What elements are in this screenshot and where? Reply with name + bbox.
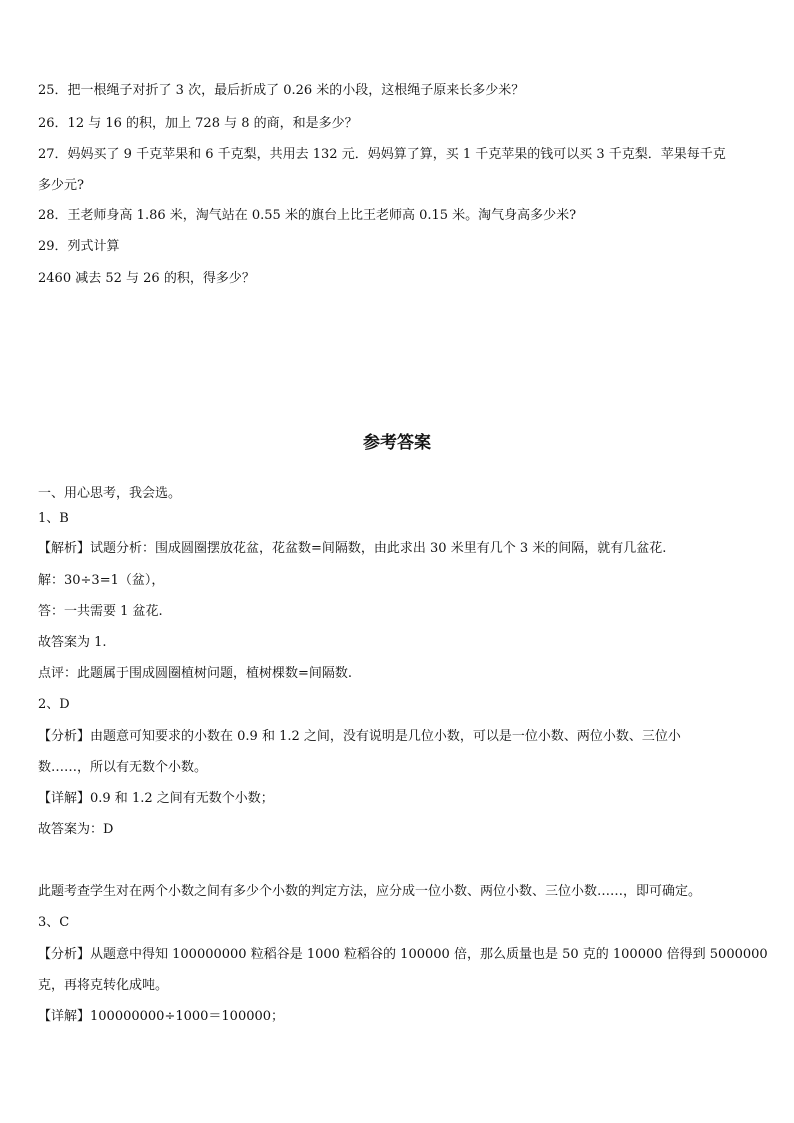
- answers-section-1: 一、用心思考，我会选。: [38, 486, 182, 501]
- answer-1-solution: 解：30÷3=1（盆），: [38, 573, 165, 588]
- answer-1-answer: 答：一共需要 1 盆花.: [38, 604, 163, 619]
- question-27-line-1: 27．妈妈买了 9 千克苹果和 6 千克梨，共用去 132 元．妈妈算了算，买 1 千克苹果的钱可以买 3 千克梨．苹果每千克: [38, 147, 726, 162]
- answer-2-analysis-line-2: 数……，所以有无数个小数。: [38, 760, 208, 775]
- question-29-body: 2460 减去 52 与 26 的积，得多少？: [38, 271, 255, 286]
- answer-2-note: 此题考查学生对在两个小数之间有多少个小数的判定方法，应分成一位小数、两位小数、三位小数……，即可确定。: [38, 884, 702, 899]
- answer-1-comment: 点评：此题属于围成圆圈植树问题，植树棵数=间隔数.: [38, 666, 353, 681]
- answer-1-final: 故答案为 1.: [38, 635, 107, 650]
- answers-heading: 参考答案: [363, 433, 431, 453]
- answer-3-label: 3、C: [38, 915, 70, 930]
- question-26: 26．12 与 16 的积，加上 728 与 8 的商，和是多少？: [38, 116, 358, 131]
- answer-2-final: 故答案为：D: [38, 822, 114, 837]
- question-25: 25．把一根绳子对折了 3 次，最后折成了 0.26 米的小段，这根绳子原来长多少米？: [38, 83, 525, 98]
- question-29-title: 29．列式计算: [38, 239, 120, 254]
- question-28: 28．王老师身高 1.86 米，淘气站在 0.55 米的旗台上比王老师高 0.15 米。淘气身高多少米?: [38, 208, 577, 223]
- answer-3-detail: 【详解】100000000÷1000＝100000；: [38, 1009, 285, 1024]
- question-27-line-2: 多少元?: [38, 178, 84, 193]
- answer-1-label: 1、B: [38, 511, 69, 526]
- answer-3-analysis-line-1: 【分析】从题意中得知 100000000 粒稻谷是 1000 粒稻谷的 100000 倍，那么质量也是 50 克的 100000 倍得到 5000000: [38, 947, 768, 962]
- answer-1-analysis: 【解析】试题分析：围成圆圈摆放花盆，花盆数=间隔数，由此求出 30 米里有几个 3 米的间隔，就有几盆花.: [38, 541, 667, 556]
- answer-2-detail: 【详解】0.9 和 1.2 之间有无数个小数；: [38, 791, 274, 806]
- answer-3-analysis-line-2: 克，再将克转化成吨。: [38, 978, 169, 993]
- answer-2-analysis-line-1: 【分析】由题意可知要求的小数在 0.9 和 1.2 之间，没有说明是几位小数，可以是一位小数、两位小数、三位小: [38, 729, 681, 744]
- answer-2-label: 2、D: [38, 697, 70, 712]
